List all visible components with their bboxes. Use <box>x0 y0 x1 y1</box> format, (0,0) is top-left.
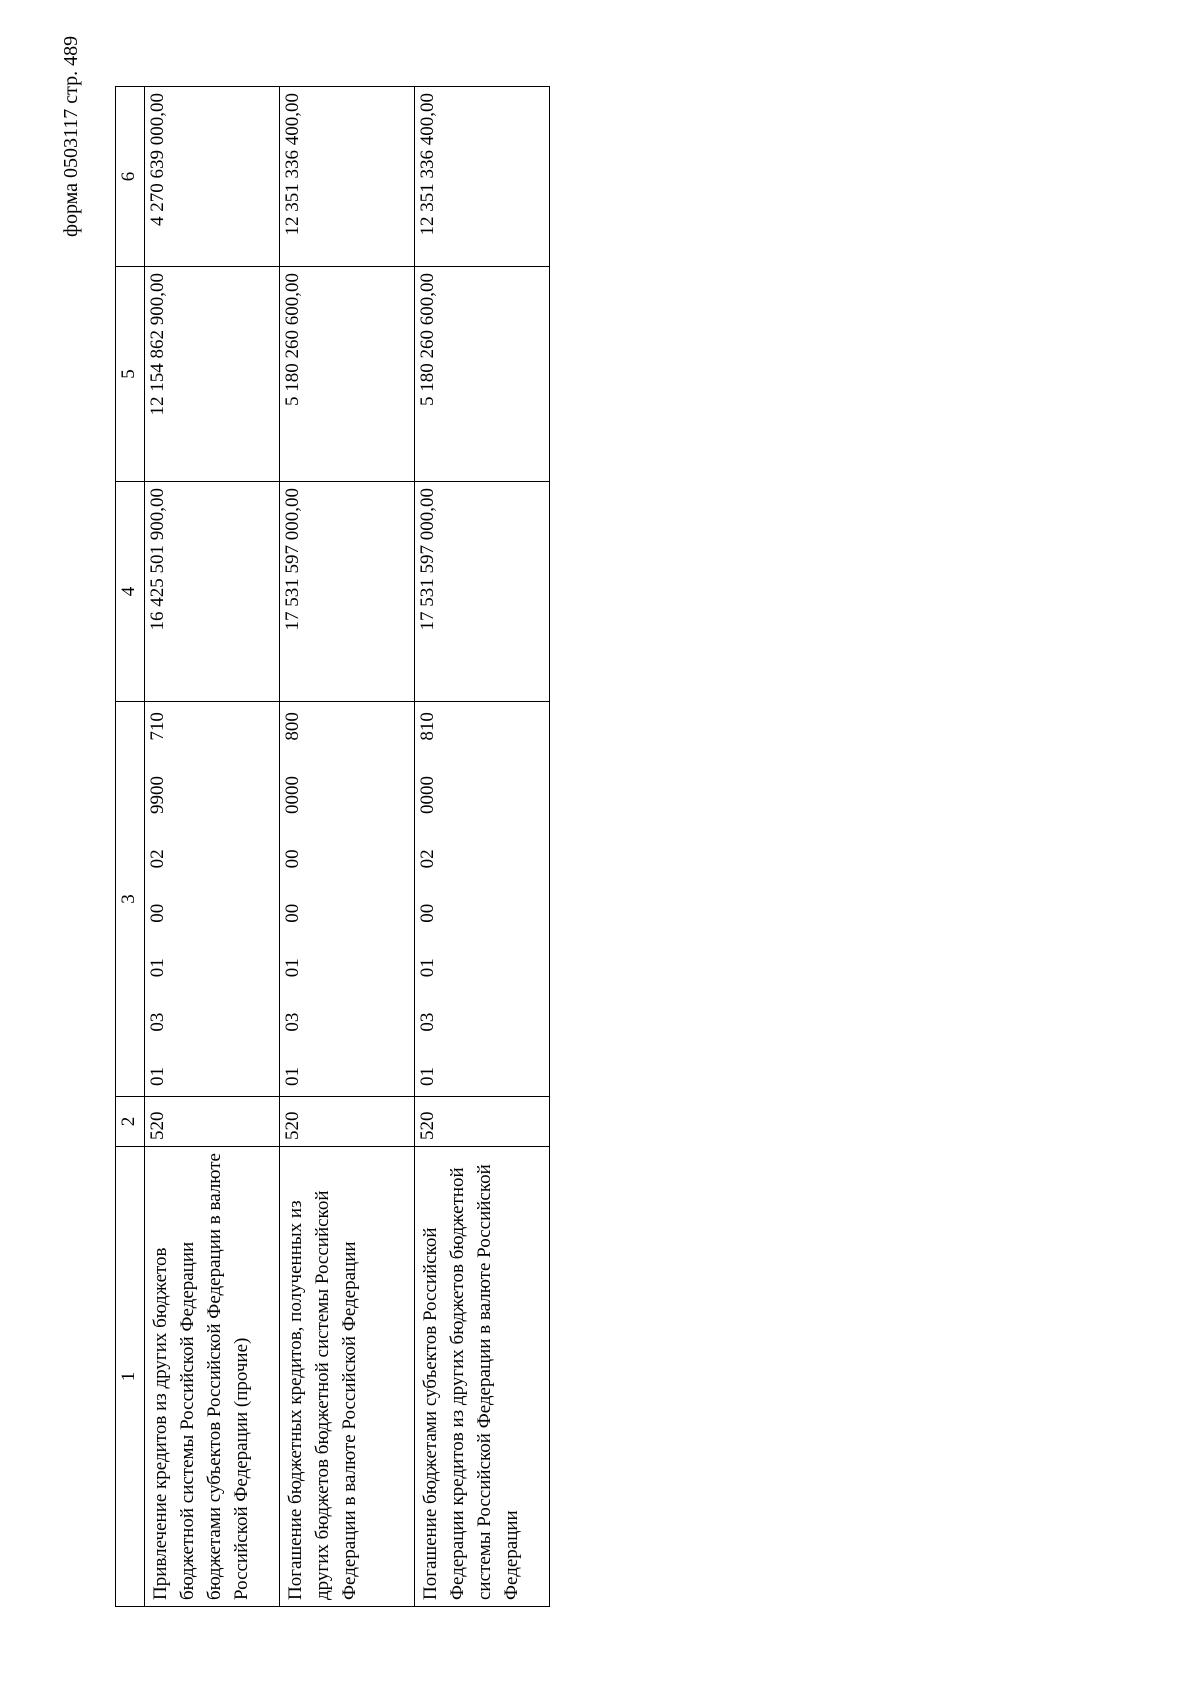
form-label: форма 0503117 стр. 489 <box>60 35 82 237</box>
executed-amount: 12 154 862 900,00 <box>145 267 280 482</box>
report-table <box>115 86 550 1607</box>
table-row <box>145 87 280 1607</box>
kbk-part: 03 <box>282 1012 303 1032</box>
kbk-part: 01 <box>147 958 168 978</box>
line-code: 520 <box>415 1097 550 1147</box>
table-row <box>280 87 415 1607</box>
kbk-part: 0000 <box>282 775 303 814</box>
kbk-part: 800 <box>282 712 303 741</box>
column-header: 6 <box>116 87 145 267</box>
unexecuted-amount: 12 351 336 400,00 <box>415 87 550 267</box>
unexecuted-amount: 4 270 639 000,00 <box>145 87 280 267</box>
approved-amount: 17 531 597 000,00 <box>280 482 415 702</box>
kbk-part: 01 <box>417 1067 438 1086</box>
column-header: 2 <box>116 1097 145 1147</box>
kbk-code <box>145 702 280 1097</box>
line-code: 520 <box>280 1097 415 1147</box>
row-name: Привлечение кредитов из других бюджетов бюджетной системы Российской Федерации бюджетами субъектов Российской Федерации в валюте Российской Федерации (прочие) <box>145 1147 280 1607</box>
kbk-code <box>415 702 550 1097</box>
kbk-part: 00 <box>417 903 438 923</box>
kbk-part: 01 <box>417 958 438 978</box>
unexecuted-amount: 12 351 336 400,00 <box>280 87 415 267</box>
kbk-part: 01 <box>282 1067 303 1086</box>
kbk-part: 01 <box>147 1067 168 1086</box>
kbk-part: 00 <box>282 903 303 923</box>
column-header: 3 <box>116 702 145 1097</box>
line-code: 520 <box>145 1097 280 1147</box>
kbk-part: 02 <box>417 849 438 869</box>
kbk-part: 00 <box>147 903 168 923</box>
kbk-code <box>280 702 415 1097</box>
kbk-part: 9900 <box>147 775 168 814</box>
row-name: Погашение бюджетами субъектов Российской Федерации кредитов из других бюджетов бюджетной системы Российской Федерации в валюте Российской Федерации <box>415 1147 550 1607</box>
column-number-row <box>116 87 145 1607</box>
column-header: 4 <box>116 482 145 702</box>
executed-amount: 5 180 260 600,00 <box>280 267 415 482</box>
kbk-part: 710 <box>147 712 168 741</box>
kbk-part: 00 <box>282 849 303 869</box>
approved-amount: 17 531 597 000,00 <box>415 482 550 702</box>
kbk-part: 0000 <box>417 775 438 814</box>
executed-amount: 5 180 260 600,00 <box>415 267 550 482</box>
row-name: Погашение бюджетных кредитов, полученных из других бюджетов бюджетной системы Российской Федерации в валюте Российской Федерации <box>280 1147 415 1607</box>
column-header: 1 <box>116 1147 145 1607</box>
column-header: 5 <box>116 267 145 482</box>
kbk-part: 01 <box>282 958 303 978</box>
kbk-part: 810 <box>417 712 438 741</box>
approved-amount: 16 425 501 900,00 <box>145 482 280 702</box>
kbk-part: 03 <box>417 1012 438 1032</box>
kbk-part: 03 <box>147 1012 168 1032</box>
table-row <box>415 87 550 1607</box>
kbk-part: 02 <box>147 849 168 869</box>
